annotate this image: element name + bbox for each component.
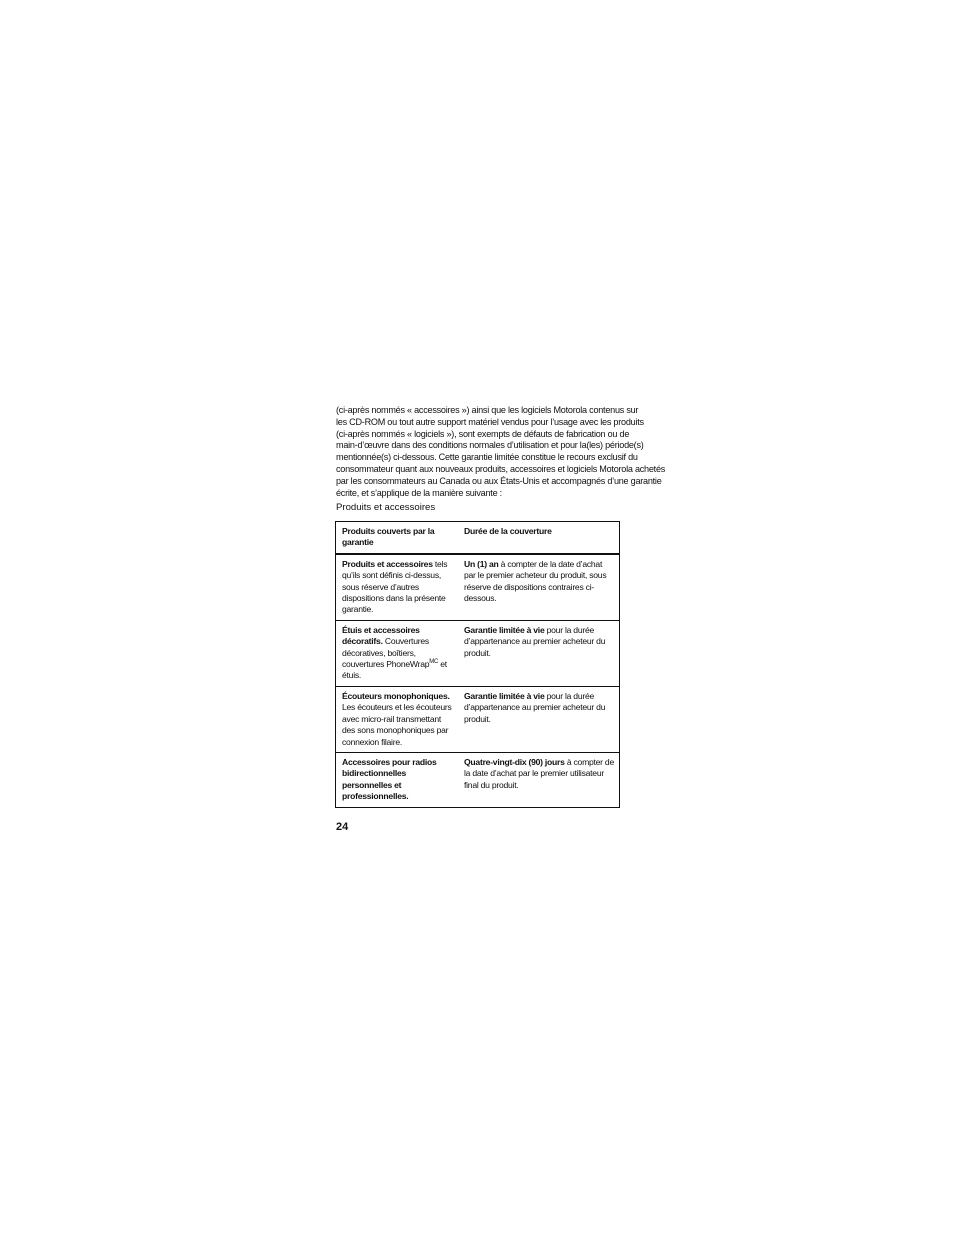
coverage-duration: Garantie limitée à vie bbox=[464, 690, 545, 701]
header-products-label: Produits couverts par la garantie bbox=[342, 526, 435, 548]
table-row bbox=[336, 554, 620, 621]
product-description: Couvertures décoratives, boîtiers, couvertures PhoneWrap bbox=[342, 636, 430, 670]
coverage-cell bbox=[458, 752, 620, 807]
intro-line: par les consommateurs au Canada ou aux États-Unis et accompagnés d’une garantie bbox=[336, 475, 662, 486]
intro-paragraph bbox=[336, 405, 666, 499]
coverage-description: à compter de la date d’achat par le premier acheteur du produit, sous réserve de dispositions contraires ci-dessous. bbox=[464, 558, 607, 604]
product-name: Étuis et accessoires décoratifs. bbox=[342, 624, 420, 647]
product-description: Les écouteurs et les écouteurs avec micro-rail transmettant des sons monophoniques par connexion filaire. bbox=[342, 702, 452, 747]
coverage-duration: Un (1) an bbox=[464, 558, 499, 569]
coverage-duration: Quatre-vingt-dix (90) jours bbox=[464, 756, 565, 767]
product-name: Accessoires pour radios bidirectionnelles personnelles et professionnelles. bbox=[342, 756, 437, 802]
product-name: Écouteurs monophoniques. bbox=[342, 690, 450, 701]
table-body bbox=[336, 554, 620, 807]
table-row bbox=[336, 752, 620, 807]
coverage-description: pour la durée d’appartenance au premier acheteur du produit. bbox=[464, 624, 606, 658]
section-heading: Produits et accessoires bbox=[336, 502, 436, 513]
coverage-cell bbox=[458, 686, 620, 752]
intro-line: consommateur quant aux nouveaux produits, accessoires et logiciels Motorola achetés bbox=[336, 463, 666, 474]
page-number: 24 bbox=[336, 821, 349, 833]
trademark-superscript: MC bbox=[429, 659, 439, 666]
coverage-cell bbox=[458, 620, 620, 686]
intro-line: écrite, et s’applique de la manière suivante : bbox=[336, 487, 502, 498]
header-products bbox=[336, 522, 459, 554]
product-cell bbox=[336, 620, 459, 686]
header-duration bbox=[458, 522, 620, 554]
coverage-description: pour la durée d’appartenance au premier acheteur du produit. bbox=[464, 690, 606, 724]
intro-line: (ci-après nommés « accessoires ») ainsi que les logiciels Motorola contenus sur bbox=[336, 405, 639, 415]
intro-line: mentionnée(s) ci-dessous. Cette garantie limitée constitue le recours exclusif du bbox=[336, 452, 638, 463]
coverage-duration: Garantie limitée à vie bbox=[464, 624, 545, 635]
intro-line: (ci-après nommés « logiciels »), sont exempts de défauts de fabrication ou de bbox=[336, 428, 630, 439]
product-description: tels qu’ils sont définis ci-dessus, sous réserve d’autres dispositions dans la présente garantie. bbox=[342, 558, 448, 615]
table-row bbox=[336, 686, 620, 752]
header-duration-label: Durée de la couverture bbox=[464, 526, 552, 536]
warranty-table bbox=[335, 521, 620, 808]
product-name: Produits et accessoires bbox=[342, 558, 433, 569]
table-header bbox=[336, 522, 620, 554]
table-row bbox=[336, 620, 620, 686]
table-header-row bbox=[336, 522, 620, 554]
product-cell bbox=[336, 752, 459, 807]
product-cell bbox=[336, 686, 459, 752]
coverage-cell bbox=[458, 554, 620, 621]
coverage-description: à compter de la date d’achat par le premier utilisateur final du produit. bbox=[464, 756, 614, 790]
intro-line: main-d’œuvre dans des conditions normales d’utilisation et pour la(les) période(s) bbox=[336, 440, 644, 451]
product-cell bbox=[336, 554, 459, 621]
product-description-end: et étuis. bbox=[342, 659, 447, 681]
intro-line: les CD-ROM ou tout autre support matériel vendus pour l’usage avec les produits bbox=[336, 416, 644, 427]
